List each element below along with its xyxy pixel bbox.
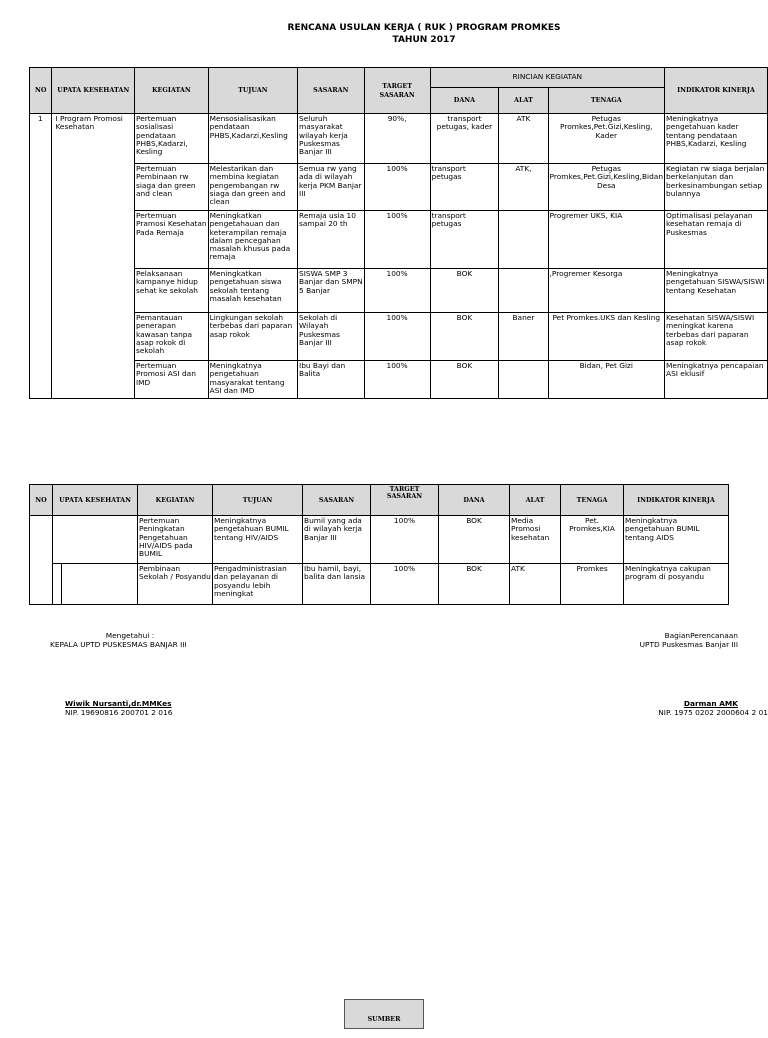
tenaga-cell: Petugas Promkes,Pet.Gizi,Kesling, Kader [548, 114, 664, 164]
table-row [30, 269, 768, 313]
indikator-cell: Kegiatan rw siaga berjalan berkelanjutan dan berkesinambungan setiap bulannya [665, 164, 768, 211]
signature-right-position: UPTD Puskesmas Banjar III [639, 640, 738, 649]
kegiatan-cell: Pertemuan Promosi ASI dan IMD [135, 361, 209, 399]
header-dana: DANA [439, 485, 510, 516]
sasaran-cell: Semua rw yang ada di wilayah kerja PKM Banjar III [298, 164, 365, 211]
sasaran-cell: SISWA SMP 3 Banjar dan SMPN 5 Banjar [298, 269, 365, 313]
table-row [30, 361, 768, 399]
signer-nip-left: NIP. 19690816 200701 2 016 [65, 708, 173, 717]
signature-right-label: BagianPerencanaan [664, 631, 738, 640]
sasaran-cell: Ibu Bayi dan Balita [298, 361, 365, 399]
signature-right-name [568, 699, 768, 717]
alat-cell: ATK [499, 114, 548, 164]
dana-cell: BOK [430, 269, 499, 313]
alat-cell: ATK [510, 564, 561, 605]
header-sasaran: SASARAN [298, 68, 365, 114]
dana-cell: BOK [439, 516, 510, 564]
signer-nip-right: NIP. 1975 0202 2000604 2 01 [658, 708, 768, 717]
upaya-kesehatan [53, 516, 138, 564]
header-alat: ALAT [499, 88, 548, 114]
dana-cell: transport petugas [430, 211, 499, 269]
tujuan-cell: Mensosialisasikan pendataan PHBS,Kadarzi,Kesling [208, 114, 297, 164]
tenaga-cell: Progremer UKS, KIA [548, 211, 664, 269]
upaya-kesehatan: I Program Promosi Kesehatan [52, 114, 135, 399]
header-rincian: RINCIAN KEGIATAN [430, 68, 664, 88]
tenaga-cell: Petugas Promkes,Pet.Gizi,Kesling,Bidan Desa [548, 164, 664, 211]
table-row [30, 516, 729, 564]
signature-left-position: KEPALA UPTD PUSKESMAS BANJAR III [50, 640, 187, 649]
header-tenaga: TENAGA [561, 485, 624, 516]
row-number: 1 [30, 114, 52, 399]
header-sasaran: SASARAN [303, 485, 371, 516]
tujuan-cell: Meningkatkan pengetahauan dan keterampilan remaja dalam pencegahan masalah khusus pada remaja [208, 211, 297, 269]
kegiatan-cell: Pemantauan penerapan kawasan tanpa asap rokok di sekolah [135, 313, 209, 361]
alat-cell [499, 211, 548, 269]
dana-cell: BOK [430, 313, 499, 361]
header-target: TARGET SASARAN [364, 68, 430, 114]
header-dana: DANA [430, 88, 499, 114]
header-indikator: INDIKATOR KINERJA [624, 485, 729, 516]
dana-cell: transport petugas, kader [430, 114, 499, 164]
signature-left-name [65, 699, 172, 717]
header-upaya: UPATA KESEHATAN [52, 68, 135, 114]
table-row [30, 313, 768, 361]
dana-cell: BOK [439, 564, 510, 605]
target-cell: 100% [371, 516, 439, 564]
header-indikator: INDIKATOR KINERJA [665, 68, 768, 114]
tujuan-cell: Melestarikan dan membina kegiatan pengembangan rw siaga dan green and clean [208, 164, 297, 211]
tujuan-cell: Meningkatkan pengetahuan siswa sekolah tentang masalah kesehatan [208, 269, 297, 313]
header-upaya: UPATA KESEHATAN [53, 485, 138, 516]
tenaga-cell: Pet. Promkes,KIA [561, 516, 624, 564]
header-no: NO [30, 485, 53, 516]
header-alat: ALAT [510, 485, 561, 516]
indikator-cell: Meningkatnya pencapaian ASI eklusif [665, 361, 768, 399]
tenaga-cell: Pet Promkes.UKS dan Kesling [548, 313, 664, 361]
target-cell: 100% [364, 164, 430, 211]
kegiatan-cell: Pertemuan Peningkatan Pengetahuan HIV/AIDS pada BUMIL [138, 516, 213, 564]
kegiatan-cell: Pertemuan Pramosi Kesehatan Pada Remaja [135, 211, 209, 269]
upaya-kesehatan [53, 564, 138, 605]
kegiatan-cell: Pembinaan Sekolah / Posyandu [138, 564, 213, 605]
kegiatan-cell: Pelaksanaan kampanye hidup sehat ke sekolah [135, 269, 209, 313]
kegiatan-cell: Pertemuan sosialisasi pendataan PHBS,Kadarzi, Kesling [135, 114, 209, 164]
sasaran-cell: Remaja usia 10 sampai 20 th [298, 211, 365, 269]
header-no: NO [30, 68, 52, 114]
alat-cell: Baner [499, 313, 548, 361]
header-tujuan: TUJUAN [208, 68, 297, 114]
tenaga-cell: ,Progremer Kesorga [548, 269, 664, 313]
alat-cell [499, 269, 548, 313]
target-cell: 100% [364, 313, 430, 361]
table-row [30, 564, 729, 605]
kegiatan-cell: Pertemuan Pembinaan rw siaga dan green and clean [135, 164, 209, 211]
sasaran-cell: Seluruh masyarakat wilayah kerja Puskesmas Banjar III [298, 114, 365, 164]
table-row [30, 211, 768, 269]
tenaga-cell: Promkes [561, 564, 624, 605]
table-row [30, 114, 768, 164]
signature-left [50, 631, 210, 649]
dana-cell: transport petugas [430, 164, 499, 211]
target-cell: 100% [364, 361, 430, 399]
tujuan-cell: Meningkatnya pengetahuan BUMIL tentang HIV/AIDS [213, 516, 303, 564]
ruk-table-2 [29, 484, 729, 605]
tujuan-cell: Lingkungan sekolah terbebas dari paparan asap rokok [208, 313, 297, 361]
sasaran-cell: Bumil yang ada di wilayah kerja Banjar III [303, 516, 371, 564]
target-cell: 90%, [364, 114, 430, 164]
signer-name-left: Wiwik Nursanti,dr.MMKes [65, 699, 172, 708]
ruk-table-1 [29, 67, 768, 399]
tenaga-cell: Bidan, Pet Gizi [548, 361, 664, 399]
indikator-cell: Kesehatan SISWA/SISWI meningkat karena terbebas dari paparan asap rokok [665, 313, 768, 361]
header-tujuan: TUJUAN [213, 485, 303, 516]
signature-left-label: Mengetahui : [105, 631, 155, 640]
header-target: TARGET SASARAN [371, 485, 439, 516]
target-cell: 100% [364, 269, 430, 313]
sumber-header-box: SUMBER [344, 999, 424, 1029]
alat-cell: ATK, [499, 164, 548, 211]
dana-cell: BOK [430, 361, 499, 399]
target-cell: 100% [364, 211, 430, 269]
indikator-cell: Meningkatnya cakupan program di posyandu [624, 564, 729, 605]
document-title: RENCANA USULAN KERJA ( RUK ) PROGRAM PROMKES [287, 23, 561, 33]
sasaran-cell: Sekolah di Wilayah Puskesmas Banjar III [298, 313, 365, 361]
header-kegiatan: KEGIATAN [135, 68, 209, 114]
tujuan-cell: Meningkatnya pengetahuan masyarakat tentang ASI dan IMD [208, 361, 297, 399]
indikator-cell: Meningkatnya pengetahuan BUMIL tentang AIDS [624, 516, 729, 564]
tujuan-cell: Pengadministrasian dan pelayanan di posyandu lebih meningkat [213, 564, 303, 605]
header-kegiatan: KEGIATAN [138, 485, 213, 516]
alat-cell [499, 361, 548, 399]
indikator-cell: Meningkatnya pengetahuan kader tentang pendataan PHBS,Kadarzi, Kesling [665, 114, 768, 164]
document-year: TAHUN 2017 [392, 35, 456, 45]
sasaran-cell: Ibu hamil, bayi, balita dan lansia [303, 564, 371, 605]
signer-name-right: Darman AMK [683, 699, 738, 708]
indikator-cell: Meningkatnya pengetahuan SISWA/SISWI tentang Kesehatan [665, 269, 768, 313]
table-row [30, 164, 768, 211]
row-number [30, 516, 53, 605]
alat-cell: Media Promosi kesehatan [510, 516, 561, 564]
target-cell: 100% [371, 564, 439, 605]
signature-right [640, 631, 738, 649]
indikator-cell: Optimalisasi pelayanan kesehatan remaja di Puskesmas [665, 211, 768, 269]
header-tenaga: TENAGA [548, 88, 664, 114]
